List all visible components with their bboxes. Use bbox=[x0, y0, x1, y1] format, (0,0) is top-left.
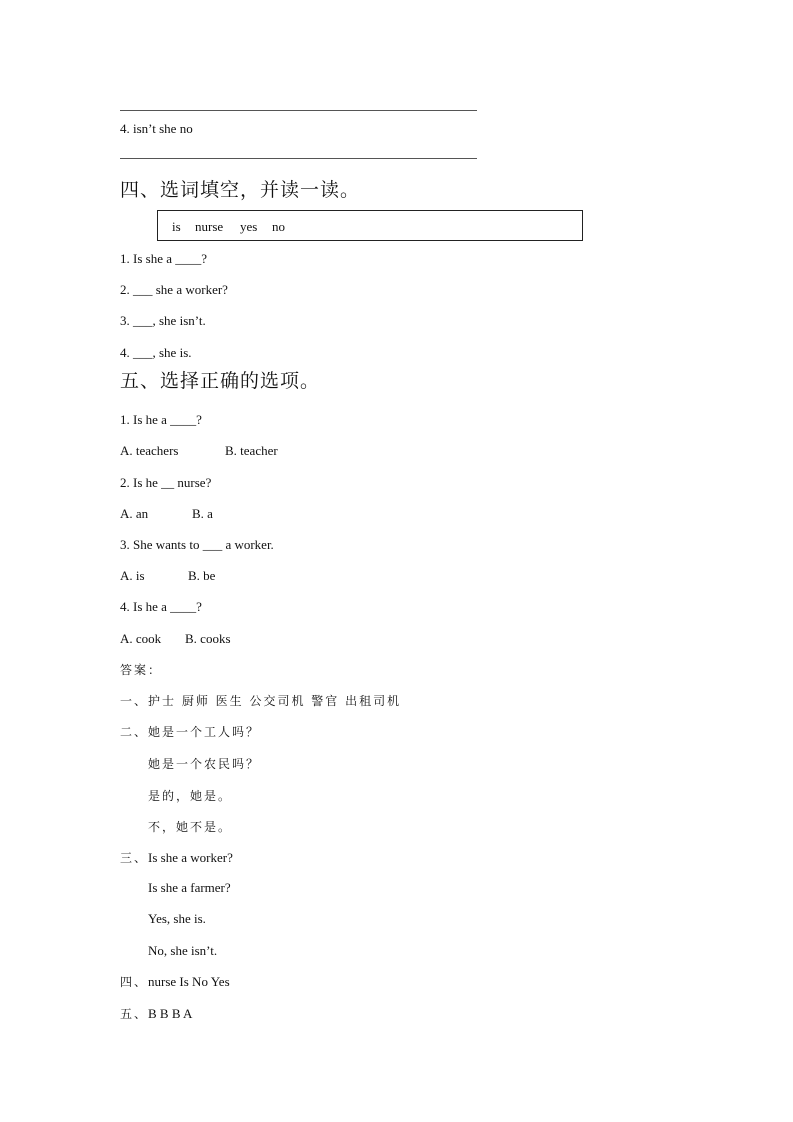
word-bank-word: no bbox=[272, 219, 285, 234]
answer-1: 一、护士 厨师 医生 公交司机 警官 出租司机 bbox=[120, 694, 402, 708]
option-a: A. teachers bbox=[120, 443, 179, 458]
option-b: B. teacher bbox=[225, 443, 278, 458]
answer-3-first bbox=[120, 850, 233, 866]
answer-2-line: 她是一个工人吗？ bbox=[148, 725, 261, 739]
section3-question-4: 4. isn’t she no bbox=[120, 121, 193, 136]
answer-3-prefix: 三、 bbox=[120, 851, 149, 865]
answer-5-text: B B B A bbox=[148, 1006, 193, 1021]
section5-question-3: 3. She wants to ___ a worker. bbox=[120, 537, 274, 552]
answer-3-line: Is she a worker? bbox=[148, 850, 233, 865]
answer-3-line: Yes, she is. bbox=[148, 911, 206, 926]
section4-item-2: 2. ___ she a worker? bbox=[120, 282, 228, 297]
option-a: A. an bbox=[120, 506, 149, 521]
section4-item-4: 4. ___, she is. bbox=[120, 345, 192, 360]
answer-4 bbox=[120, 974, 230, 990]
option-a: A. cook bbox=[120, 631, 162, 646]
answer-2-line: 是的，她是。 bbox=[148, 789, 233, 803]
answer-2-first bbox=[120, 724, 260, 740]
word-bank-word: nurse bbox=[195, 219, 224, 234]
option-a: A. is bbox=[120, 568, 145, 583]
word-bank-box bbox=[157, 210, 583, 241]
answers-label: 答案： bbox=[120, 663, 163, 677]
answer-5-prefix: 五、 bbox=[120, 1007, 149, 1021]
answer-line bbox=[120, 110, 477, 111]
option-b: B. cooks bbox=[185, 631, 231, 646]
section4-item-1: 1. Is she a ____? bbox=[120, 251, 208, 266]
option-b: B. a bbox=[192, 506, 213, 521]
section5-options-4 bbox=[120, 631, 231, 647]
section5-question-4: 4. Is he a ____? bbox=[120, 599, 202, 614]
answer-line bbox=[120, 158, 477, 159]
section5-heading: 五、选择正确的选项。 bbox=[120, 370, 321, 392]
section4-heading: 四、选词填空，并读一读。 bbox=[120, 179, 361, 201]
answer-4-text: nurse Is No Yes bbox=[148, 974, 230, 989]
section5-question-2: 2. Is he __ nurse? bbox=[120, 475, 212, 490]
answer-2-prefix: 二、 bbox=[120, 725, 149, 739]
section5-options-3 bbox=[120, 568, 216, 584]
section5-options-1 bbox=[120, 443, 278, 459]
option-b: B. be bbox=[188, 568, 216, 583]
answer-5 bbox=[120, 1006, 192, 1022]
section4-item-3: 3. ___, she isn’t. bbox=[120, 313, 206, 328]
answer-3-line: No, she isn’t. bbox=[148, 943, 218, 958]
answer-2-line: 她是一个农民吗？ bbox=[148, 757, 261, 771]
answer-2-line: 不，她不是。 bbox=[148, 820, 233, 834]
section5-options-2 bbox=[120, 506, 213, 522]
answer-3-line: Is she a farmer? bbox=[148, 880, 231, 895]
section5-question-1: 1. Is he a ____? bbox=[120, 412, 202, 427]
answer-4-prefix: 四、 bbox=[120, 975, 149, 989]
word-bank-word: is bbox=[172, 219, 181, 234]
word-bank-word: yes bbox=[240, 219, 258, 234]
